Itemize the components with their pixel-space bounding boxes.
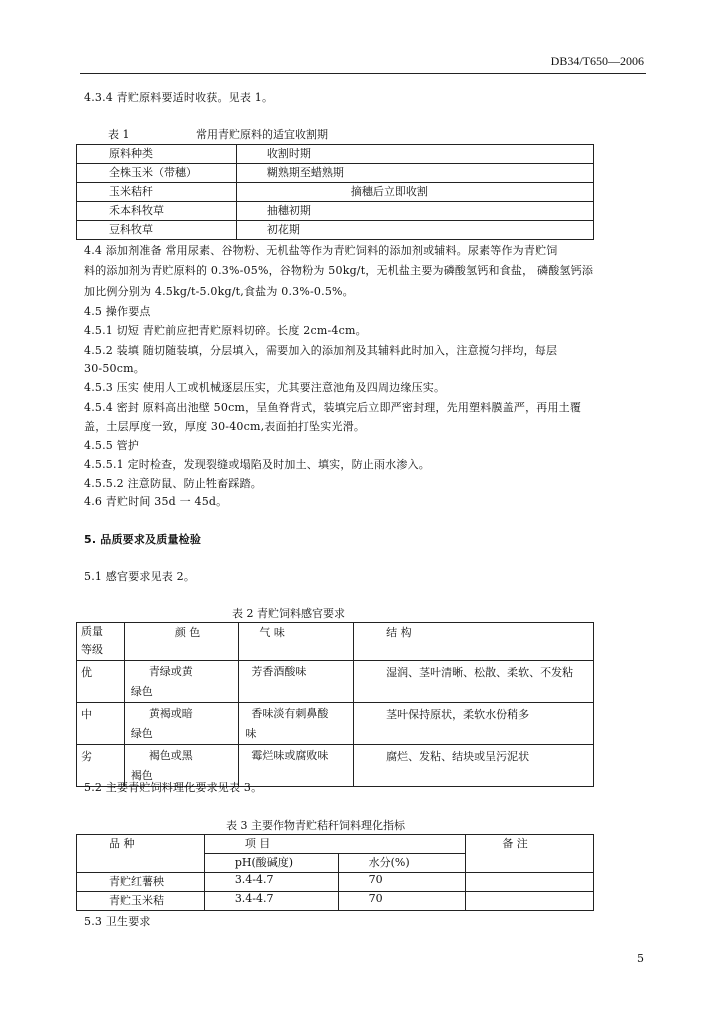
para-4-5-2-line1: 4.5.2 装填 随切随装填，分层填入，需要加入的添加剂及其辅料此时加入，注意搅匀拌均，每层 [84, 344, 558, 357]
table2-smell-line2: 味 [245, 727, 257, 740]
table2-caption: 表 2 青贮饲料感官要求 [232, 607, 345, 620]
para-4-6: 4.6 青贮时间 35d 一 45d。 [84, 495, 228, 508]
para-4-5: 4.5 操作要点 [84, 305, 151, 318]
table2-header-grade-line2: 等级 [81, 643, 103, 656]
table2-header-structure: 结 构 [354, 623, 594, 661]
table1-cell: 糊熟期至蜡熟期 [236, 164, 593, 183]
table2-color-line2: 绿色 [130, 685, 153, 698]
para-4-5-2-line2: 30-50cm。 [84, 362, 145, 375]
table1-cell: 禾本科牧草 [77, 202, 237, 221]
table2 [76, 622, 594, 787]
para-5-3: 5.3 卫生要求 [84, 915, 151, 928]
table3-cell-note [466, 873, 594, 892]
table3-header-item: 项 目 [204, 835, 466, 854]
table1-cell: 抽穗初期 [236, 202, 593, 221]
para-4-4-line1: 4.4 添加剂准备 常用尿素、谷物粉、无机盐等作为青贮饲料的添加剂或辅料。尿素等作为青贮饲 [84, 244, 558, 257]
table1-title: 常用青贮原料的适宜收割期 [196, 128, 328, 141]
table2-smell-line1: 芳香酒酸味 [251, 665, 307, 678]
table3-cell-water: 70 [338, 873, 466, 892]
para-4-5-3: 4.5.3 压实 使用人工或机械逐层压实，尤其要注意池角及四周边缘压实。 [84, 381, 446, 394]
table-row [77, 221, 594, 240]
table-row [77, 835, 594, 854]
table-row [77, 873, 594, 892]
table1-header-material: 原料种类 [77, 145, 237, 164]
table2-structure: 湿润、茎叶清晰、松散、柔软、不发粘 [354, 661, 594, 703]
table-row [77, 145, 594, 164]
table3-header-variety: 品 种 [77, 835, 205, 873]
para-5-2: 5.2 主要青贮饲料理化要求见表 3。 [84, 781, 263, 794]
para-4-3-4: 4.3.4 青贮原料要适时收获。见表 1。 [84, 91, 274, 104]
table2-color [124, 703, 239, 745]
table1-header-harvest: 收割时期 [236, 145, 593, 164]
table2-grade: 劣 [77, 745, 125, 787]
table2-header-color: 颜 色 [124, 623, 239, 661]
para-4-4-line2: 料的添加剂为青贮原料的 0.3%-05%，谷物粉为 50kg/t，无机盐主要为磷酸氢钙和食盐， 磷酸氢钙添 [84, 264, 594, 277]
table-row [77, 703, 594, 745]
table-row [77, 661, 594, 703]
table3-cell-ph: 3.4-4.7 [204, 892, 338, 911]
table3-cell-name: 青贮红薯秧 [77, 873, 205, 892]
table3-cell-water: 70 [338, 892, 466, 911]
table3-header-water: 水分(%) [338, 854, 466, 873]
table3-caption: 表 3 主要作物青贮秸秆饲料理化指标 [226, 819, 405, 832]
table1 [76, 144, 594, 240]
table1-label: 表 1 [108, 128, 130, 141]
table1-cell: 玉米秸秆 [77, 183, 237, 202]
para-4-5-1: 4.5.1 切短 青贮前应把青贮原料切碎。长度 2cm-4cm。 [84, 324, 367, 337]
table3-header-ph: pH(酸碱度) [204, 854, 338, 873]
table1-cell: 豆科牧草 [77, 221, 237, 240]
table-row [77, 164, 594, 183]
para-4-4-line3: 加比例分别为 4.5kg/t-5.0kg/t,食盐为 0.3%-0.5%。 [84, 285, 354, 298]
table2-structure: 茎叶保持原状，柔软水份稍多 [354, 703, 594, 745]
table2-structure: 腐烂、发粘、结块或呈污泥状 [354, 745, 594, 787]
para-4-5-4-line2: 盖，土层厚度一致，厚度 30-40cm,表面拍打坠实光滑。 [84, 420, 366, 433]
table3-cell-name: 青贮玉米秸 [77, 892, 205, 911]
page-number: 5 [637, 952, 644, 965]
table2-header-smell: 气 味 [239, 623, 354, 661]
section-5-heading: 5. 品质要求及质量检验 [84, 533, 202, 546]
table2-color [124, 661, 239, 703]
document-code: DB34/T650—2006 [550, 54, 644, 68]
table2-smell [239, 703, 354, 745]
table2-color-line1: 青绿或黄 [148, 665, 193, 678]
table-row [77, 892, 594, 911]
table1-cell: 初花期 [236, 221, 593, 240]
table2-header-grade-line1: 质量 [81, 625, 103, 638]
para-4-5-4-line1: 4.5.4 密封 原料高出池壁 50cm，呈鱼脊背式，装填完后立即严密封理，先用塑料膜盖严，再用土覆 [84, 401, 582, 414]
table2-grade: 优 [77, 661, 125, 703]
table2-smell-line1: 霉烂味或腐败味 [251, 749, 329, 762]
table-row [77, 623, 594, 661]
table1-cell: 全株玉米（带穗） [77, 164, 237, 183]
table1-cell: 摘穗后立即收割 [236, 183, 593, 202]
table2-color-line2: 褐色 [130, 769, 153, 782]
table3 [76, 834, 594, 911]
table2-color-line2: 绿色 [130, 727, 153, 740]
table3-header-note: 备 注 [466, 835, 594, 873]
table2-color-line1: 黄褐或暗 [148, 707, 193, 720]
table2-smell [239, 661, 354, 703]
table2-header-grade [77, 623, 125, 661]
para-4-5-5: 4.5.5 管护 [84, 439, 140, 452]
para-4-5-5-1: 4.5.5.1 定时检查，发现裂缝或塌陷及时加土、填实，防止雨水渗入。 [84, 458, 430, 471]
table2-smell-line1: 香味淡有刺鼻酸 [251, 707, 329, 720]
table2-grade: 中 [77, 703, 125, 745]
table3-cell-ph: 3.4-4.7 [204, 873, 338, 892]
para-5-1: 5.1 感官要求见表 2。 [84, 570, 196, 583]
header-rule [80, 73, 646, 74]
table3-cell-note [466, 892, 594, 911]
table-row [77, 202, 594, 221]
table2-color-line1: 褐色或黑 [148, 749, 193, 762]
para-4-5-5-2: 4.5.5.2 注意防鼠、防止牲畜踩踏。 [84, 477, 262, 490]
table-row [77, 183, 594, 202]
